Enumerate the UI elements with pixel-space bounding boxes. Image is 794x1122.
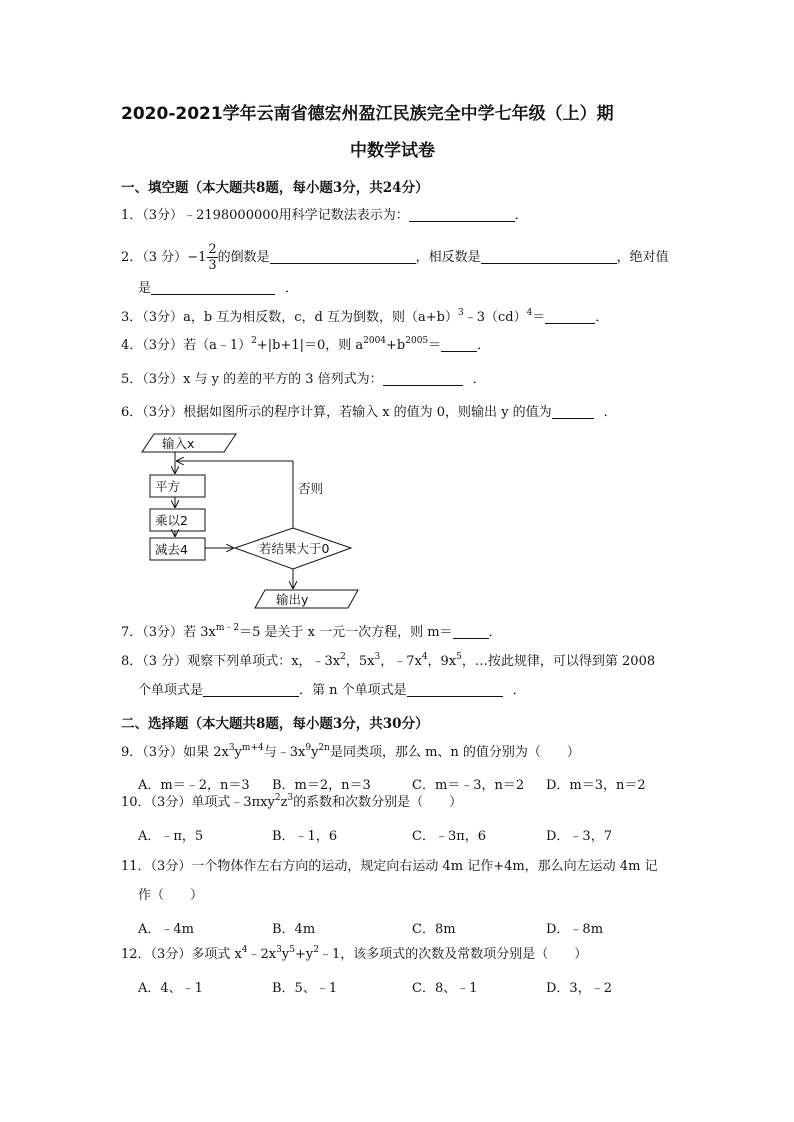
q11-option-a[interactable]: A．﹣4m — [138, 922, 194, 937]
svg-text:平方: 平方 — [155, 479, 181, 494]
condition-label: 若结果大于0 — [259, 541, 330, 556]
answer-blank[interactable] — [270, 251, 416, 264]
section-heading-multiple-choice: 二、选择题（本大题共8题，每小题3分，共30分） — [121, 716, 429, 732]
svg-text:减去4: 减去4 — [155, 542, 188, 557]
answer-blank[interactable] — [481, 251, 617, 264]
fraction: $\frac{2}{3}$ — [208, 242, 217, 273]
question-11: 11．（3分）一个物体作左右方向的运动，规定向右运动 4m 记作+4m，那么向左运动 4m 记 — [121, 859, 658, 874]
answer-blank[interactable] — [453, 626, 489, 639]
page-title-line2: 中数学试卷 — [350, 141, 435, 161]
section-heading-fill-in: 一、填空题（本大题共8题，每小题3分，共24分） — [121, 180, 429, 196]
question-7: 7．（3分）若 $3x^{m﹣2}=5$ 是关于 x 一元一次方程，则 m＝ ． — [121, 623, 502, 640]
question-2-line2: 是 ． — [138, 281, 299, 296]
question-8-line2: 个单项式是 ．第 n 个单项式是 ． — [138, 683, 526, 698]
answer-blank[interactable] — [545, 311, 595, 324]
question-8: 8．（3 分）观察下列单项式：x，$﹣3x^2$，$5x^3$，$﹣7x^4$，$9x^5$，…按此规律，可以得到第 2008 — [121, 652, 656, 669]
q10-option-a[interactable]: A．﹣π，5 — [138, 829, 204, 844]
q11-option-b[interactable]: B．4m — [272, 922, 316, 937]
program-flowchart — [138, 428, 368, 613]
q12-option-c[interactable]: C．8、﹣1 — [412, 981, 478, 996]
q9-option-d[interactable]: D．m＝3，n＝2 — [546, 778, 646, 793]
q12-option-d[interactable]: D．3，﹣2 — [546, 981, 612, 996]
question-2: 2．（3 分）−1 $\frac{2}{3}$ 的倒数是 ，相反数是 ，绝对值 — [121, 242, 669, 273]
answer-blank[interactable] — [409, 209, 515, 222]
question-12: 12．（3分）多项式 $x^4﹣2x^3y^5+y^2﹣1$，该多项式的次数及常数项分别是（ ） — [121, 945, 588, 962]
input-label: 输入x — [162, 436, 195, 451]
answer-blank[interactable] — [203, 684, 299, 697]
answer-blank[interactable] — [383, 373, 463, 386]
question-1: 1．（3分）﹣2198000000用科学记数法表示为： ． — [121, 208, 528, 223]
question-6: 6．（3分）根据如图所示的程序计算，若输入 x 的值为 0，则输出 y 的值为 ． — [121, 405, 617, 420]
question-11-line2: 作（ ） — [138, 888, 204, 903]
answer-blank[interactable] — [552, 406, 594, 419]
question-3: 3．（3分）a，b 互为相反数，c，d 互为倒数，则$(a+b)^3﹣3(cd)^4=$ ． — [121, 308, 609, 325]
q9-option-a[interactable]: A．m＝﹣2，n＝3 — [138, 778, 250, 793]
question-5: 5．（3分）x 与 y 的差的平方的 3 倍列式为： ． — [121, 372, 486, 387]
q9-option-b[interactable]: B．m＝2，n＝3 — [272, 778, 371, 793]
answer-blank[interactable] — [407, 684, 503, 697]
q10-option-b[interactable]: B．﹣1，6 — [272, 829, 338, 844]
q10-option-c[interactable]: C．﹣3π，6 — [412, 829, 487, 844]
otherwise-label: 否则 — [298, 481, 324, 496]
q9-option-c[interactable]: C．m＝﹣3，n＝2 — [412, 778, 525, 793]
answer-blank[interactable] — [441, 339, 477, 352]
q11-option-d[interactable]: D．﹣8m — [546, 922, 604, 937]
question-9: 9．（3分）如果 $2x^3y^{m+4}$与$﹣3x^9y^{2n}$是同类项，那么 m、n 的值分别为（ ） — [121, 743, 580, 760]
q12-option-a[interactable]: A．4、﹣1 — [138, 981, 203, 996]
answer-blank[interactable] — [151, 282, 275, 295]
svg-text:乘以2: 乘以2 — [155, 513, 188, 528]
q12-option-b[interactable]: B．5、﹣1 — [272, 981, 338, 996]
output-label: 输出y — [276, 592, 309, 607]
question-10: 10．（3分）单项式$﹣3\pi xy^2z^3$的系数和次数分别是（ ） — [121, 793, 463, 810]
q10-option-d[interactable]: D．﹣3，7 — [546, 829, 612, 844]
q11-option-c[interactable]: C．8m — [412, 922, 456, 937]
page-title-line1: 2020-2021学年云南省德宏州盈江民族完全中学七年级（上）期 — [121, 104, 614, 124]
question-4: 4．（3分）若（a﹣1）$^2$+|b+1|＝0，则 $a^{2004}+b^{2005}=$ ． — [121, 336, 491, 353]
